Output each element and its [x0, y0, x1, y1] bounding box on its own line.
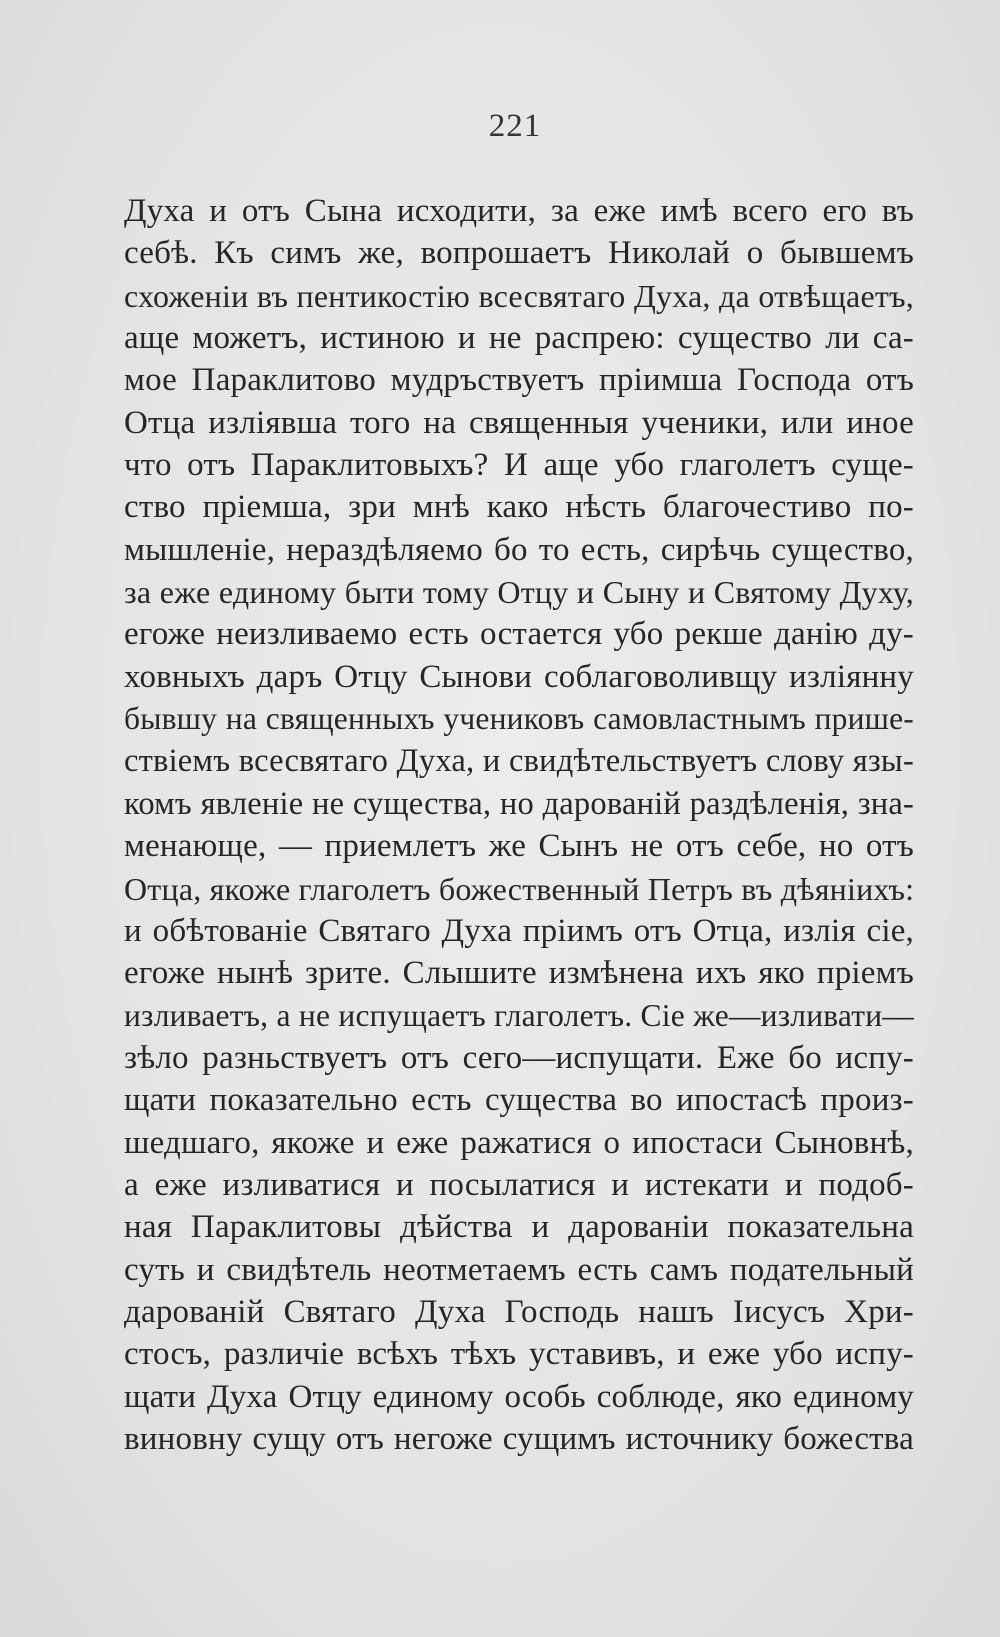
text-line: что отъ Параклитовыхъ? И аще убо глаголетъ суще-: [124, 447, 914, 484]
text-line: ховныхъ даръ Отцу Сынови соблаговоливщу изліянну: [124, 658, 914, 695]
text-line: ство пріемша, зри мнѣ како нѣсть благочестиво по-: [124, 489, 914, 526]
text-line: виновну сущу отъ негоже сущимъ источнику божества: [124, 1420, 914, 1457]
text-line: шедшаго, якоже и еже ражатися о ипостаси Сыновнѣ,: [124, 1124, 914, 1161]
text-line: а еже изливатися и посылатися и истекати и подоб-: [124, 1166, 914, 1203]
text-line: Духа и отъ Сына исходити, за еже имѣ всего его въ: [124, 193, 914, 229]
text-line: суть и свидѣтель неотметаемъ есть самъ подательный: [124, 1251, 914, 1288]
text-line: за еже единому быти тому Отцу и Сыну и Святому Духу,: [124, 574, 914, 611]
text-line: изливаетъ, а не испущаетъ глаголетъ. Сіе же—изливати—: [124, 997, 914, 1033]
text-line: егоже неизливаемо есть остается убо рекше данію ду-: [124, 616, 914, 653]
text-line: зѣло разньствуетъ отъ сего—испущати. Еже бо испу-: [124, 1039, 914, 1076]
page-number: 221: [488, 108, 542, 144]
text-line: дарованій Святаго Духа Господь нашъ Іисусъ Хри-: [124, 1293, 914, 1330]
text-line: и обѣтованіе Святаго Духа пріимъ отъ Отца, излія сіе,: [124, 912, 914, 949]
text-line: щати Духа Отцу единому особь соблюде, яко единому: [124, 1378, 914, 1415]
text-line: схоженіи въ пентикостію всесвятаго Духа, да отвѣщаетъ,: [124, 277, 914, 314]
body-text: [124, 190, 914, 1460]
text-line: ствіемъ всесвятаго Духа, и свидѣтельствуетъ слову язы-: [124, 743, 914, 780]
text-line: мое Параклитово мудръствуетъ пріимша Господа отъ: [124, 362, 914, 399]
text-line: бывшу на священныхъ учениковъ самовластнымъ прише-: [124, 701, 914, 737]
text-line: себѣ. Къ симъ же, вопрошаетъ Николай о бывшемъ: [124, 235, 914, 272]
text-line: Отца, якоже глаголетъ божественный Петръ въ дѣяніихъ:: [124, 870, 915, 907]
text-line: егоже нынѣ зрите. Слышите измѣнена ихъ яко пріемъ: [124, 955, 914, 992]
text-line: Отца изліявша того на священныя ученики, или иное: [124, 404, 914, 441]
text-line: аще можетъ, истиною и не распрею: существо ли са-: [124, 320, 914, 357]
text-line: мышленіе, нераздѣляемо бо то есть, сирѣчь существо,: [124, 531, 914, 568]
text-line: щати показательно есть существа во ипостасѣ произ-: [124, 1082, 914, 1119]
text-line: комъ явленіе не существа, но дарованій раздѣленія, зна-: [124, 785, 914, 822]
text-line: стосъ, различіе всѣхъ тѣхъ уставивъ, и еже убо испу-: [124, 1336, 914, 1373]
text-line: менающе, — приемлетъ же Сынъ не отъ себе, но отъ: [124, 828, 914, 865]
text-line: ная Параклитовы дѣйства и дарованіи показательна: [124, 1209, 914, 1246]
